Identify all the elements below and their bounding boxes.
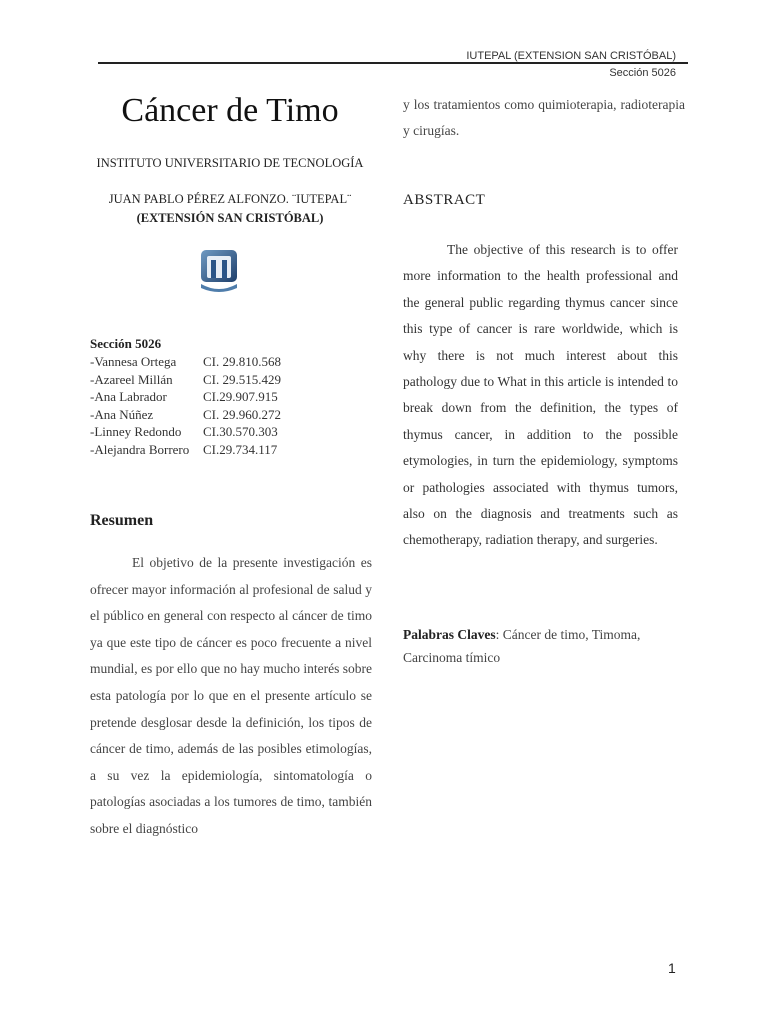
member-list <box>90 353 330 459</box>
member-id: CI. 29.960.272 <box>203 406 281 422</box>
member-name: -Vannesa Ortega <box>90 354 177 369</box>
member-row <box>90 353 330 371</box>
keywords-text: : Cáncer de timo, Timoma, Carcinoma tímico <box>403 627 641 665</box>
member-row <box>90 406 330 424</box>
member-name: -Linney Redondo <box>90 424 182 440</box>
keywords-label: Palabras Claves <box>403 627 496 642</box>
member-name: -Alejandra Borrero <box>90 441 190 457</box>
resumen-heading: Resumen <box>90 512 154 529</box>
abstract-body: The objective of this research is to offer more information to the health professional and the general public regarding thymus cancer since this type of cancer is rare worldwide, which is why there is not much interest about this pathology due to What in this article is intended to break down from the definition, the types of thymus cancer, in addition to the possible etymologies, in turn the epidemiology, symptoms or pathologies associated with thymus tumors, also on the diagnosis and treatments such as chemotherapy, radiation therapy, and surgeries. <box>403 242 678 548</box>
member-name: -Ana Labrador <box>90 389 167 405</box>
page-number: 1 <box>668 960 676 976</box>
header-institution: IUTEPAL (EXTENSION SAN CRISTÓBAL) <box>466 50 676 62</box>
member-id: CI.29.734.117 <box>203 441 278 457</box>
member-name: -Azareel Millán <box>90 371 173 387</box>
author-extension: (EXTENSIÓN SAN CRISTÓBAL) <box>136 211 324 225</box>
institute-name: INSTITUTO UNIVERSITARIO DE TECNOLOGÍA <box>96 156 364 170</box>
member-row <box>90 423 330 441</box>
paper-title: Cáncer de Timo <box>121 92 339 129</box>
member-row <box>90 388 330 406</box>
member-id: CI.30.570.303 <box>203 424 278 440</box>
resumen-body: El objetivo de la presente investigación es ofrecer mayor información al profesional de salud y el público en general con respecto al cáncer de timo ya que este tipo de cáncer es poco frecuente a nivel mundial, es por ello que no hay mucho interés sobre esta patología por lo que en el presente artículo se pretende desglosar desde la definición, los tipos de cáncer de timo, además de las posibles etimologías, a su vez la epidemiología, sintomatología o patologías asociadas a los tumores de timo, también sobre el diagnóstico <box>90 555 372 836</box>
member-id: CI. 29.810.568 <box>203 354 281 369</box>
resumen-continuation: y los tratamientos como quimioterapia, radioterapia y cirugías. <box>403 97 685 138</box>
abstract-heading: ABSTRACT <box>403 192 486 208</box>
member-id: CI.29.907.915 <box>203 389 278 405</box>
member-id: CI. 29.515.429 <box>203 371 281 387</box>
header-section: Sección 5026 <box>609 67 676 79</box>
keywords <box>403 623 685 669</box>
member-row <box>90 441 330 459</box>
author-name: JUAN PABLO PÉREZ ALFONZO. ¨IUTEPAL¨ <box>108 192 352 206</box>
author-block <box>90 190 370 228</box>
member-name: -Ana Núñez <box>90 406 154 422</box>
header-rule <box>98 62 688 64</box>
university-logo-icon <box>198 248 240 294</box>
member-row <box>90 371 330 389</box>
section-label: Sección 5026 <box>90 336 162 351</box>
